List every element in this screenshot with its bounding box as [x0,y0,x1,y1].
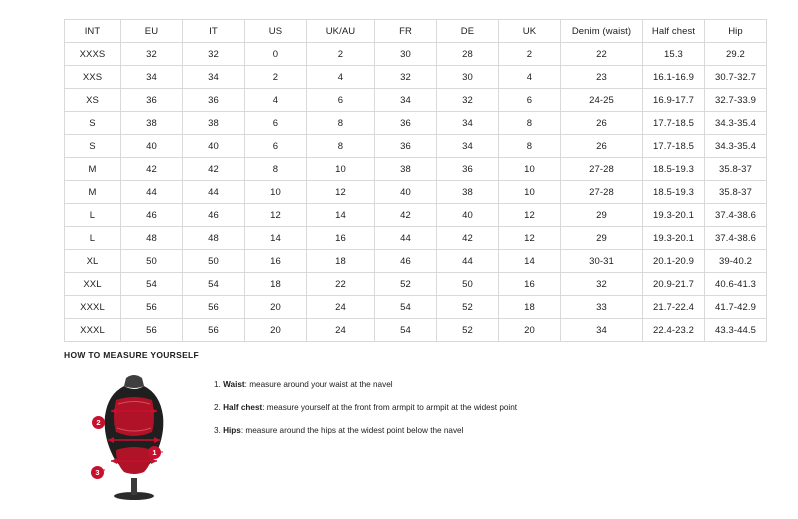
column-header-us: US [245,20,307,43]
cell-half-chest: 18.5-19.3 [643,181,705,204]
cell-hip: 34.3-35.4 [705,135,767,158]
cell-uk: 6 [499,89,561,112]
cell-uk: 2 [499,43,561,66]
cell-hip: 29.2 [705,43,767,66]
instruction-number-2: 2. [214,402,224,412]
callout-badge-2: 2 [92,416,105,429]
instruction-term-half-chest: Half chest [223,402,263,412]
cell-de: 52 [437,319,499,342]
cell-eu: 50 [121,250,183,273]
cell-eu: 38 [121,112,183,135]
cell-uk: 8 [499,112,561,135]
cell-half-chest: 19.3-20.1 [643,227,705,250]
cell-it: 36 [183,89,245,112]
cell-de: 36 [437,158,499,181]
cell-ukau: 14 [307,204,375,227]
cell-int: XS [65,89,121,112]
cell-us: 6 [245,135,307,158]
cell-eu: 40 [121,135,183,158]
cell-ukau: 6 [307,89,375,112]
cell-fr: 36 [375,112,437,135]
cell-fr: 54 [375,319,437,342]
cell-int: XXL [65,273,121,296]
table-row [65,250,767,273]
cell-hip: 34.3-35.4 [705,112,767,135]
cell-int: XXXL [65,319,121,342]
table-row [65,227,767,250]
cell-hip: 40.6-41.3 [705,273,767,296]
mannequin-illustration [64,370,204,502]
cell-denim: 27-28 [561,181,643,204]
cell-it: 44 [183,181,245,204]
cell-int: XXXS [65,43,121,66]
cell-ukau: 24 [307,296,375,319]
cell-ukau: 24 [307,319,375,342]
column-header-fr: FR [375,20,437,43]
measure-instruction-waist [214,380,517,390]
cell-us: 4 [245,89,307,112]
cell-int: M [65,181,121,204]
table-row [65,296,767,319]
cell-it: 56 [183,296,245,319]
measure-instruction-hips [214,426,517,436]
cell-eu: 54 [121,273,183,296]
cell-half-chest: 17.7-18.5 [643,112,705,135]
cell-ukau: 2 [307,43,375,66]
column-header-it: IT [183,20,245,43]
cell-ukau: 8 [307,135,375,158]
cell-uk: 8 [499,135,561,158]
instruction-text-hips: : measure around the hips at the widest point below the navel [240,425,464,435]
how-to-measure-section [64,350,764,500]
cell-it: 38 [183,112,245,135]
cell-uk: 4 [499,66,561,89]
cell-half-chest: 20.1-20.9 [643,250,705,273]
how-to-measure-title: HOW TO MEASURE YOURSELF [64,350,200,360]
cell-us: 20 [245,296,307,319]
measure-instruction-half-chest [214,403,517,413]
cell-us: 2 [245,66,307,89]
cell-ukau: 4 [307,66,375,89]
cell-it: 56 [183,319,245,342]
cell-fr: 36 [375,135,437,158]
cell-uk: 10 [499,181,561,204]
cell-de: 40 [437,204,499,227]
cell-it: 50 [183,250,245,273]
column-header-uk: UK [499,20,561,43]
cell-ukau: 12 [307,181,375,204]
cell-int: L [65,227,121,250]
cell-de: 34 [437,135,499,158]
cell-it: 46 [183,204,245,227]
cell-it: 42 [183,158,245,181]
instruction-number-3: 3. [214,425,224,435]
cell-denim: 34 [561,319,643,342]
column-header-hip: Hip [705,20,767,43]
cell-hip: 35.8-37 [705,158,767,181]
column-header-ukau: UK/AU [307,20,375,43]
cell-int: M [65,158,121,181]
cell-us: 18 [245,273,307,296]
cell-de: 34 [437,112,499,135]
cell-it: 32 [183,43,245,66]
cell-fr: 44 [375,227,437,250]
cell-de: 30 [437,66,499,89]
cell-denim: 26 [561,112,643,135]
cell-us: 0 [245,43,307,66]
column-header-int: INT [65,20,121,43]
cell-half-chest: 15.3 [643,43,705,66]
cell-half-chest: 21.7-22.4 [643,296,705,319]
cell-it: 34 [183,66,245,89]
cell-fr: 46 [375,250,437,273]
cell-eu: 56 [121,296,183,319]
cell-int: XXXL [65,296,121,319]
cell-ukau: 8 [307,112,375,135]
column-header-eu: EU [121,20,183,43]
table-row [65,273,767,296]
cell-denim: 23 [561,66,643,89]
cell-half-chest: 22.4-23.2 [643,319,705,342]
measure-instructions-list [214,370,517,449]
cell-us: 14 [245,227,307,250]
cell-int: S [65,135,121,158]
cell-uk: 10 [499,158,561,181]
cell-de: 28 [437,43,499,66]
cell-us: 12 [245,204,307,227]
cell-de: 52 [437,296,499,319]
cell-fr: 52 [375,273,437,296]
cell-it: 40 [183,135,245,158]
cell-uk: 14 [499,250,561,273]
cell-hip: 41.7-42.9 [705,296,767,319]
cell-eu: 44 [121,181,183,204]
callout-badge-1: 1 [148,446,161,459]
cell-denim: 24-25 [561,89,643,112]
cell-de: 50 [437,273,499,296]
cell-denim: 29 [561,204,643,227]
size-chart-table [64,19,767,342]
cell-hip: 37.4-38.6 [705,204,767,227]
table-row [65,89,767,112]
cell-eu: 48 [121,227,183,250]
cell-int: XL [65,250,121,273]
instruction-text-waist: : measure around your waist at the navel [244,380,393,389]
cell-eu: 34 [121,66,183,89]
cell-fr: 40 [375,181,437,204]
cell-int: XXS [65,66,121,89]
cell-hip: 39-40.2 [705,250,767,273]
cell-denim: 33 [561,296,643,319]
table-row [65,112,767,135]
cell-uk: 18 [499,296,561,319]
cell-de: 32 [437,89,499,112]
cell-de: 38 [437,181,499,204]
cell-denim: 30-31 [561,250,643,273]
cell-eu: 42 [121,158,183,181]
cell-uk: 20 [499,319,561,342]
cell-eu: 36 [121,89,183,112]
cell-us: 20 [245,319,307,342]
cell-eu: 56 [121,319,183,342]
cell-hip: 35.8-37 [705,181,767,204]
table-row [65,181,767,204]
cell-denim: 22 [561,43,643,66]
cell-ukau: 18 [307,250,375,273]
instruction-term-hips: Hips [223,425,241,435]
column-header-half-chest: Half chest [643,20,705,43]
cell-fr: 32 [375,66,437,89]
instruction-term-waist: Waist [223,380,245,389]
cell-half-chest: 19.3-20.1 [643,204,705,227]
cell-us: 16 [245,250,307,273]
cell-us: 10 [245,181,307,204]
cell-ukau: 10 [307,158,375,181]
cell-de: 44 [437,250,499,273]
callout-badge-3: 3 [91,466,104,479]
cell-half-chest: 20.9-21.7 [643,273,705,296]
cell-fr: 42 [375,204,437,227]
cell-half-chest: 18.5-19.3 [643,158,705,181]
cell-it: 48 [183,227,245,250]
cell-fr: 34 [375,89,437,112]
cell-hip: 37.4-38.6 [705,227,767,250]
cell-eu: 32 [121,43,183,66]
cell-uk: 12 [499,227,561,250]
table-row [65,319,767,342]
cell-us: 8 [245,158,307,181]
table-header-row [65,20,767,43]
size-chart-container [64,19,757,342]
instruction-text-half-chest: : measure yourself at the front from armpit to armpit at the widest point [262,402,518,412]
cell-hip: 30.7-32.7 [705,66,767,89]
cell-half-chest: 16.9-17.7 [643,89,705,112]
table-row [65,43,767,66]
cell-us: 6 [245,112,307,135]
cell-hip: 43.3-44.5 [705,319,767,342]
cell-fr: 30 [375,43,437,66]
cell-ukau: 22 [307,273,375,296]
cell-fr: 38 [375,158,437,181]
cell-int: S [65,112,121,135]
cell-int: L [65,204,121,227]
cell-half-chest: 17.7-18.5 [643,135,705,158]
cell-denim: 27-28 [561,158,643,181]
mannequin-figure [64,370,204,500]
table-row [65,66,767,89]
cell-uk: 12 [499,204,561,227]
cell-half-chest: 16.1-16.9 [643,66,705,89]
how-to-measure-body [64,370,764,500]
table-row [65,158,767,181]
table-row [65,135,767,158]
cell-uk: 16 [499,273,561,296]
cell-fr: 54 [375,296,437,319]
cell-de: 42 [437,227,499,250]
column-header-de: DE [437,20,499,43]
cell-it: 54 [183,273,245,296]
cell-ukau: 16 [307,227,375,250]
cell-hip: 32.7-33.9 [705,89,767,112]
cell-denim: 26 [561,135,643,158]
table-row [65,204,767,227]
cell-denim: 32 [561,273,643,296]
instruction-number-1: 1. [214,380,224,389]
column-header-denim-waist: Denim (waist) [561,20,643,43]
cell-denim: 29 [561,227,643,250]
cell-eu: 46 [121,204,183,227]
